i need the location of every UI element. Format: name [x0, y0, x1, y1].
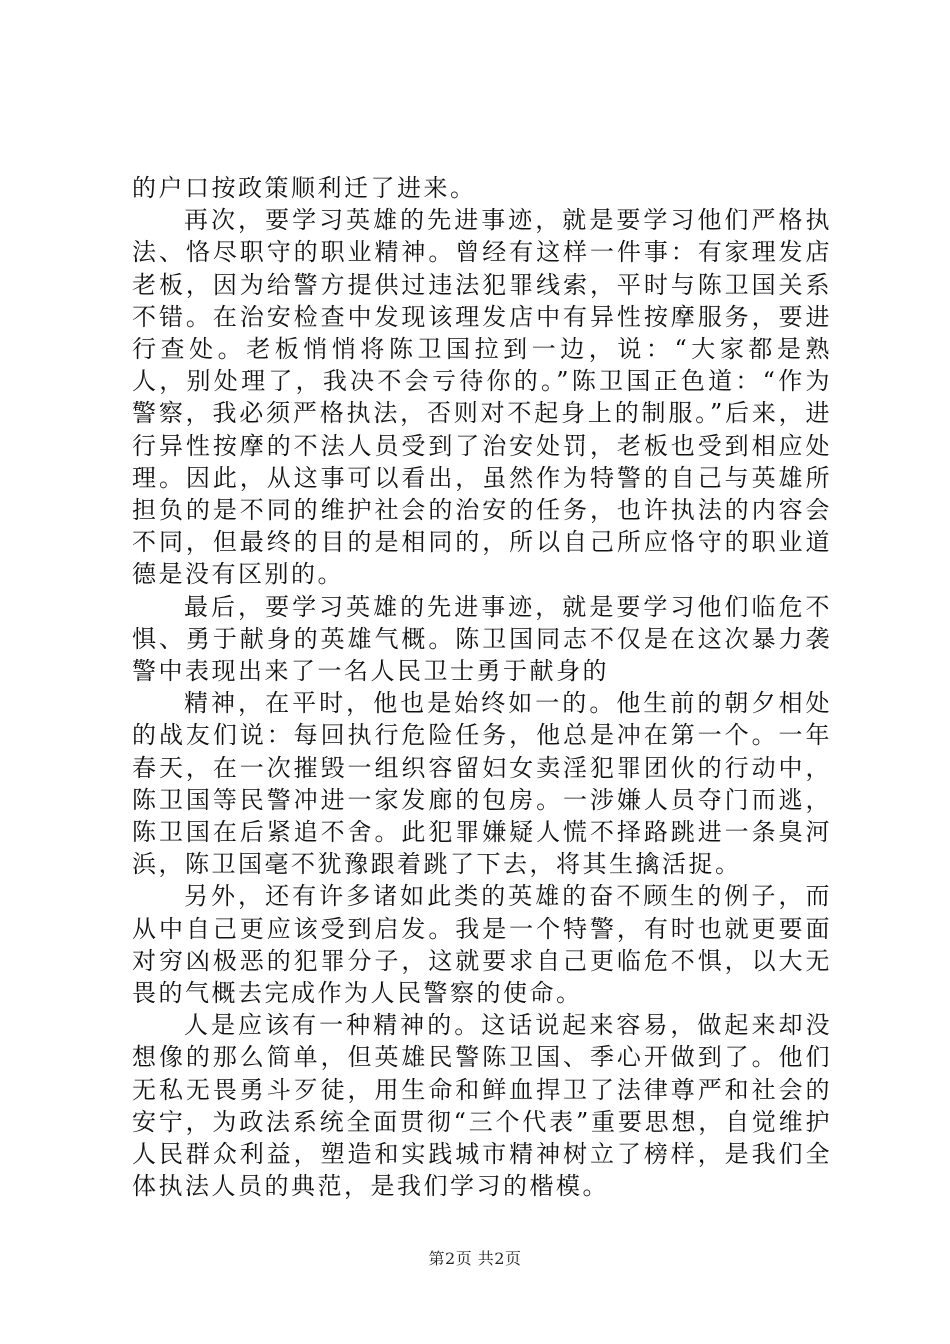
paragraph-6: 人是应该有一种精神的。这话说起来容易，做起来却没想像的那么简单，但英雄民警陈卫国、季心开做到了。他们无私无畏勇斗歹徒，用生命和鲜血捍卫了法律尊严和社会的安宁，为政法系统全面贯彻“三个代表”重要思想，自觉维护人民群众利益，塑造和实践城市精神树立了榜样，是我们全体执法人员的典范，是我们学习的楷模。 — [132, 1011, 832, 1201]
page-number-footer: 第2页 共2页 — [428, 1249, 522, 1268]
paragraph-2: 再次，要学习英雄的先进事迹，就是要学习他们严格执法、恪尽职守的职业精神。曾经有这样一件事：有家理发店老板，因为给警方提供过违法犯罪线索，平时与陈卫国关系不错。在治安检查中发现该理发店中有异性按摩服务，要进行查处。老板悄悄将陈卫国拉到一边，说：“大家都是熟人，别处理了，我决不会亏待你的。”陈卫国正色道：“作为警察，我必须严格执法，否则对不起身上的制服。”后来，进行异性按摩的不法人员受到了治安处罚，老板也受到相应处理。因此，从这事可以看出，虽然作为特警的自己与英雄所担负的是不同的维护社会的治安的任务，也许执法的内容会不同，但最终的目的是相同的，所以自己所应恪守的职业道德是没有区别的。 — [132, 206, 832, 589]
paragraph-1: 的户口按政策顺利迁了进来。 — [132, 174, 477, 202]
document-body — [132, 172, 832, 1203]
paragraph-3: 最后，要学习英雄的先进事迹，就是要学习他们临危不惧、勇于献身的英雄气概。陈卫国同志不仅是在这次暴力袭警中表现出来了一名人民卫士勇于献身的 — [132, 592, 832, 686]
paragraph-5: 另外，还有许多诸如此类的英雄的奋不顾生的例子，而从中自己更应该受到启发。我是一个特警，有时也就更要面对穷凶极恶的犯罪分子，这就要求自己更临危不惧，以大无畏的气概去完成作为人民警察的使命。 — [132, 882, 832, 1008]
paragraph-4: 精神，在平时，他也是始终如一的。他生前的朝夕相处的战友们说：每回执行危险任务，他总是冲在第一个。一年春天，在一次摧毁一组织容留妇女卖淫犯罪团伙的行动中，陈卫国等民警冲进一家发廊的包房。一涉嫌人员夺门而逃，陈卫国在后紧追不舍。此犯罪嫌疑人慌不择路跳进一条臭河浜，陈卫国毫不犹豫跟着跳了下去，将其生擒活捉。 — [132, 689, 832, 879]
